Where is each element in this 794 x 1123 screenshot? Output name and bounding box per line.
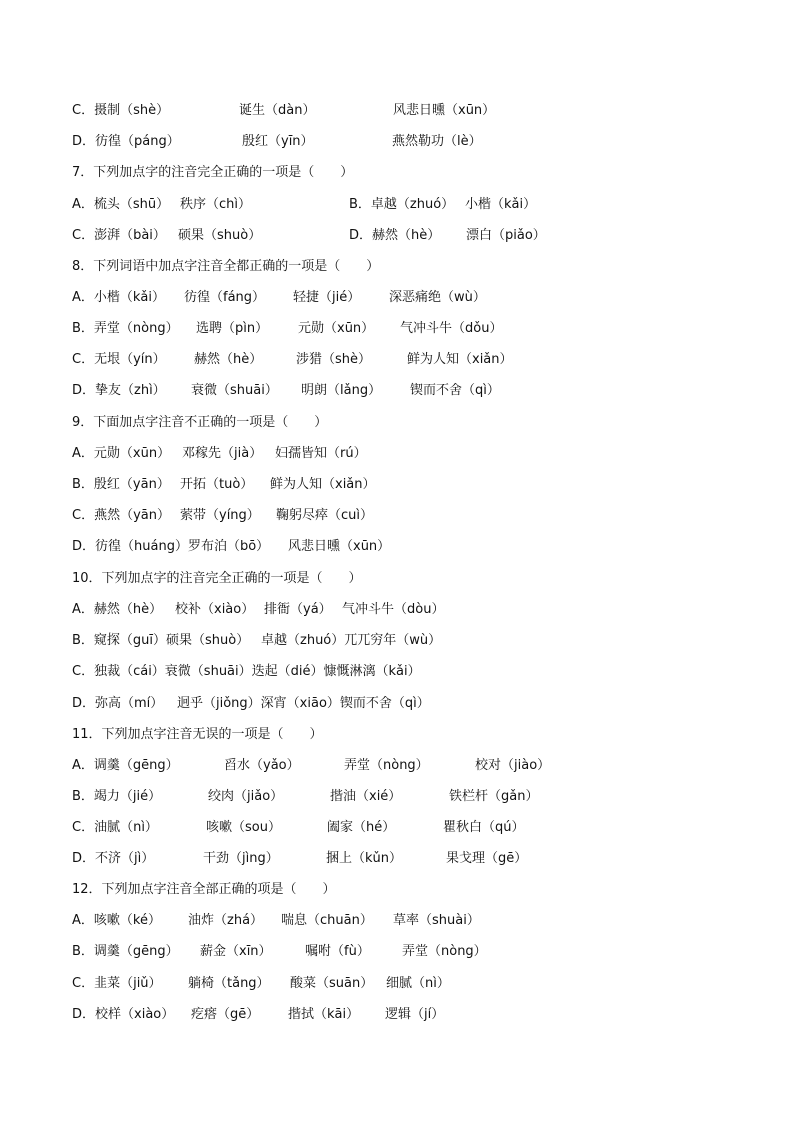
question-text: 7．下列加点字的注音完全正确的一项是（ ） <box>72 165 354 180</box>
option-item: 鞠躬尽瘁（cuì） <box>276 508 373 523</box>
question-text: 11．下列加点字注音无误的一项是（ ） <box>72 727 323 742</box>
option-item: 妇孺皆知（rú） <box>275 446 367 461</box>
option-item: D．挚友（zhì） <box>72 383 166 398</box>
option-item: 迥乎（jiǒng）深宵（xiāo）锲而不舍（qì） <box>177 696 430 711</box>
option-item: C．摄制（shè） <box>72 103 170 118</box>
option-item: 喘息（chuān） <box>281 913 373 928</box>
option-item: 元勋（xūn） <box>298 321 375 336</box>
option-item: 阖家（hé） <box>327 820 396 835</box>
option-item: 漂白（piǎo） <box>466 228 546 243</box>
option-item: A．调羹（gēng） <box>72 758 179 773</box>
option-item: 深恶痛绝（wù） <box>389 290 486 305</box>
option-item: 鲜为人知（xiǎn） <box>270 477 376 492</box>
option-item: C．燕然（yān） <box>72 508 170 523</box>
option-item: D．彷徨（páng） <box>72 134 180 149</box>
option-item: 捆上（kǔn） <box>326 851 403 866</box>
question-text: 12．下列加点字注音全部正确的项是（ ） <box>72 882 336 897</box>
option-item: D．不济（jì） <box>72 851 155 866</box>
option-item: 揩拭（kāi） <box>288 1007 360 1022</box>
option-item: 绞肉（jiǎo） <box>208 789 284 804</box>
option-item: A．梳头（shū） <box>72 197 170 212</box>
option-item: C．独裁（cái）衰微（shuāi）迭起（dié）慷慨淋漓（kǎi） <box>72 664 421 679</box>
option-item: 彷徨（fáng） <box>184 290 266 305</box>
question-text: 9．下面加点字注音不正确的一项是（ ） <box>72 415 328 430</box>
option-item: A．赫然（hè） <box>72 602 163 617</box>
option-item: C．韭菜（jiǔ） <box>72 976 162 991</box>
option-item: 校补（xiào） <box>175 602 255 617</box>
option-item: 校对（jiào） <box>475 758 551 773</box>
option-item: 明朗（lǎng） <box>301 383 382 398</box>
option-item: C．澎湃（bài） <box>72 228 166 243</box>
option-item: 揩油（xié） <box>330 789 402 804</box>
option-item: 邓稼先（jià） <box>182 446 263 461</box>
option-item: 舀水（yǎo） <box>224 758 300 773</box>
question-text: 10．下列加点字的注音完全正确的一项是（ ） <box>72 571 362 586</box>
option-item: 秩序（chì） <box>180 197 251 212</box>
option-item: 诞生（dàn） <box>239 103 316 118</box>
option-item: B．殷红（yān） <box>72 477 170 492</box>
option-item: 气冲斗牛（dǒu） <box>400 321 503 336</box>
option-item: 细腻（nì） <box>386 976 450 991</box>
option-item: 干劲（jìng） <box>203 851 279 866</box>
option-item: 硕果（shuò） <box>178 228 262 243</box>
option-item: 卓越（zhuó）兀兀穷年（wù） <box>261 633 442 648</box>
option-item: B．竭力（jié） <box>72 789 162 804</box>
option-item: 开拓（tuò） <box>180 477 254 492</box>
option-item: 风悲日曛（xūn） <box>288 539 391 554</box>
option-item: B．调羹（gēng） <box>72 944 179 959</box>
option-item: 瞿秋白（qú） <box>443 820 525 835</box>
option-item: 疙瘩（gē） <box>191 1007 260 1022</box>
option-item: D．彷徨（huáng）罗布泊（bō） <box>72 539 270 554</box>
option-item: 薪金（xīn） <box>200 944 272 959</box>
option-item: 弄堂（nòng） <box>402 944 487 959</box>
option-item: 咳嗽（sou） <box>206 820 281 835</box>
option-item: 逻辑（jí） <box>385 1007 445 1022</box>
option-item: 小楷（kǎi） <box>465 197 537 212</box>
option-item: A．咳嗽（ké） <box>72 913 161 928</box>
question-text: 8．下列词语中加点字注音全都正确的一项是（ ） <box>72 259 380 274</box>
option-item: D．赫然（hè） <box>349 228 441 243</box>
option-item: C．无垠（yín） <box>72 352 166 367</box>
option-item: 油炸（zhá） <box>188 913 264 928</box>
option-item: 涉猎（shè） <box>296 352 372 367</box>
option-item: B．弄堂（nòng） <box>72 321 179 336</box>
option-item: A．小楷（kǎi） <box>72 290 165 305</box>
option-item: B．卓越（zhuó） <box>349 197 455 212</box>
option-item: 燕然勒功（lè） <box>392 134 482 149</box>
option-item: D．校样（xiào） <box>72 1007 175 1022</box>
option-item: 风悲日曛（xūn） <box>393 103 496 118</box>
option-item: 气冲斗牛（dòu） <box>342 602 445 617</box>
option-item: 衰微（shuāi） <box>191 383 278 398</box>
option-item: 酸菜（suān） <box>290 976 374 991</box>
option-item: 赫然（hè） <box>194 352 263 367</box>
option-item: 躺椅（tǎng） <box>188 976 270 991</box>
option-item: 弄堂（nòng） <box>344 758 429 773</box>
option-item: 轻捷（jié） <box>293 290 361 305</box>
option-item: 锲而不舍（qì） <box>410 383 500 398</box>
option-item: 萦带（yíng） <box>180 508 260 523</box>
option-item: 草率（shuài） <box>393 913 480 928</box>
option-item: B．窥探（guī）硕果（shuò） <box>72 633 250 648</box>
option-item: A．元勋（xūn） <box>72 446 171 461</box>
option-item: 鲜为人知（xiǎn） <box>407 352 513 367</box>
option-item: 果戈理（gē） <box>446 851 528 866</box>
option-item: C．油腻（nì） <box>72 820 158 835</box>
option-item: 排衙（yá） <box>264 602 332 617</box>
option-item: 殷红（yīn） <box>242 134 314 149</box>
option-item: 铁栏杆（gǎn） <box>449 789 539 804</box>
option-item: 嘱咐（fù） <box>305 944 370 959</box>
option-item: 选聘（pìn） <box>196 321 269 336</box>
option-item: D．弥高（mí） <box>72 696 164 711</box>
